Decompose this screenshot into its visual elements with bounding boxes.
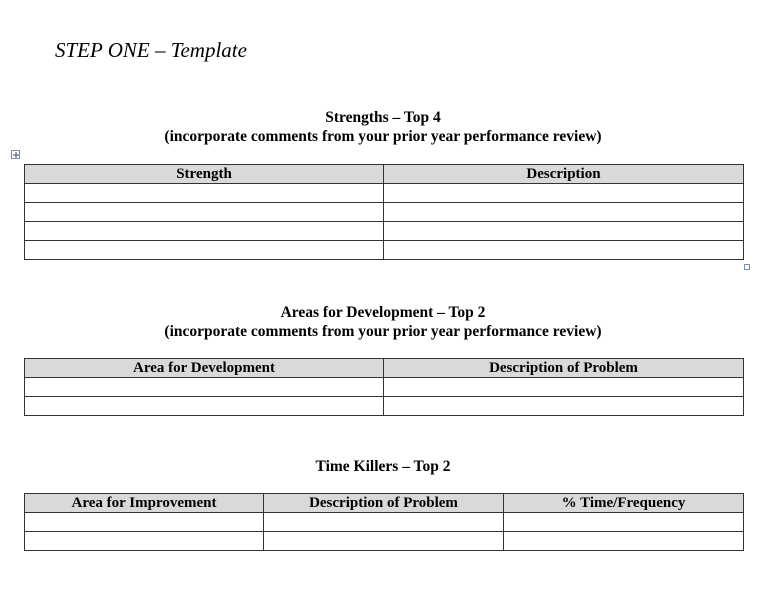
table-cell[interactable] [25,378,384,397]
table-cell[interactable] [504,513,744,532]
column-header-area-for-development: Area for Development [25,359,384,378]
time-killers-heading-title: Time Killers – Top 2 [315,458,451,475]
table-row [25,378,744,397]
table-row [25,513,744,532]
table-cell[interactable] [384,378,744,397]
table-header-row [25,165,744,184]
strengths-table [24,164,744,260]
development-heading [0,303,766,341]
table-cell[interactable] [384,222,744,241]
table-cell[interactable] [384,184,744,203]
development-heading-subtitle: (incorporate comments from your prior year performance review) [164,323,602,340]
development-table [24,358,744,416]
table-row [25,241,744,260]
table-cell[interactable] [25,203,384,222]
table-row [25,532,744,551]
development-heading-title: Areas for Development – Top 2 [280,304,486,321]
column-header-description: Description [384,165,744,184]
column-header-area-for-improvement: Area for Improvement [25,494,264,513]
table-move-handle-icon[interactable] [11,150,20,159]
table-row [25,397,744,416]
column-header-strength: Strength [25,165,384,184]
time-killers-heading [0,457,766,476]
table-cell[interactable] [25,184,384,203]
table-header-row [25,359,744,378]
table-cell[interactable] [384,241,744,260]
table-cell[interactable] [25,222,384,241]
time-killers-table [24,493,744,551]
table-cell[interactable] [25,532,264,551]
table-row [25,184,744,203]
table-row [25,203,744,222]
table-cell[interactable] [25,241,384,260]
table-cell[interactable] [264,513,504,532]
table-cell[interactable] [264,532,504,551]
strengths-heading [0,108,766,146]
table-row [25,222,744,241]
table-cell[interactable] [25,397,384,416]
strengths-heading-title: Strengths – Top 4 [325,109,441,126]
column-header-description-of-problem: Description of Problem [384,359,744,378]
page-title: STEP ONE – Template [55,38,247,62]
strengths-heading-subtitle: (incorporate comments from your prior year performance review) [164,128,602,145]
table-cell[interactable] [384,397,744,416]
table-header-row [25,494,744,513]
table-cell[interactable] [25,513,264,532]
table-cell[interactable] [504,532,744,551]
table-resize-handle-icon[interactable] [744,264,750,270]
table-cell[interactable] [384,203,744,222]
column-header-description-of-problem: Description of Problem [264,494,504,513]
column-header-time-frequency: % Time/Frequency [504,494,744,513]
